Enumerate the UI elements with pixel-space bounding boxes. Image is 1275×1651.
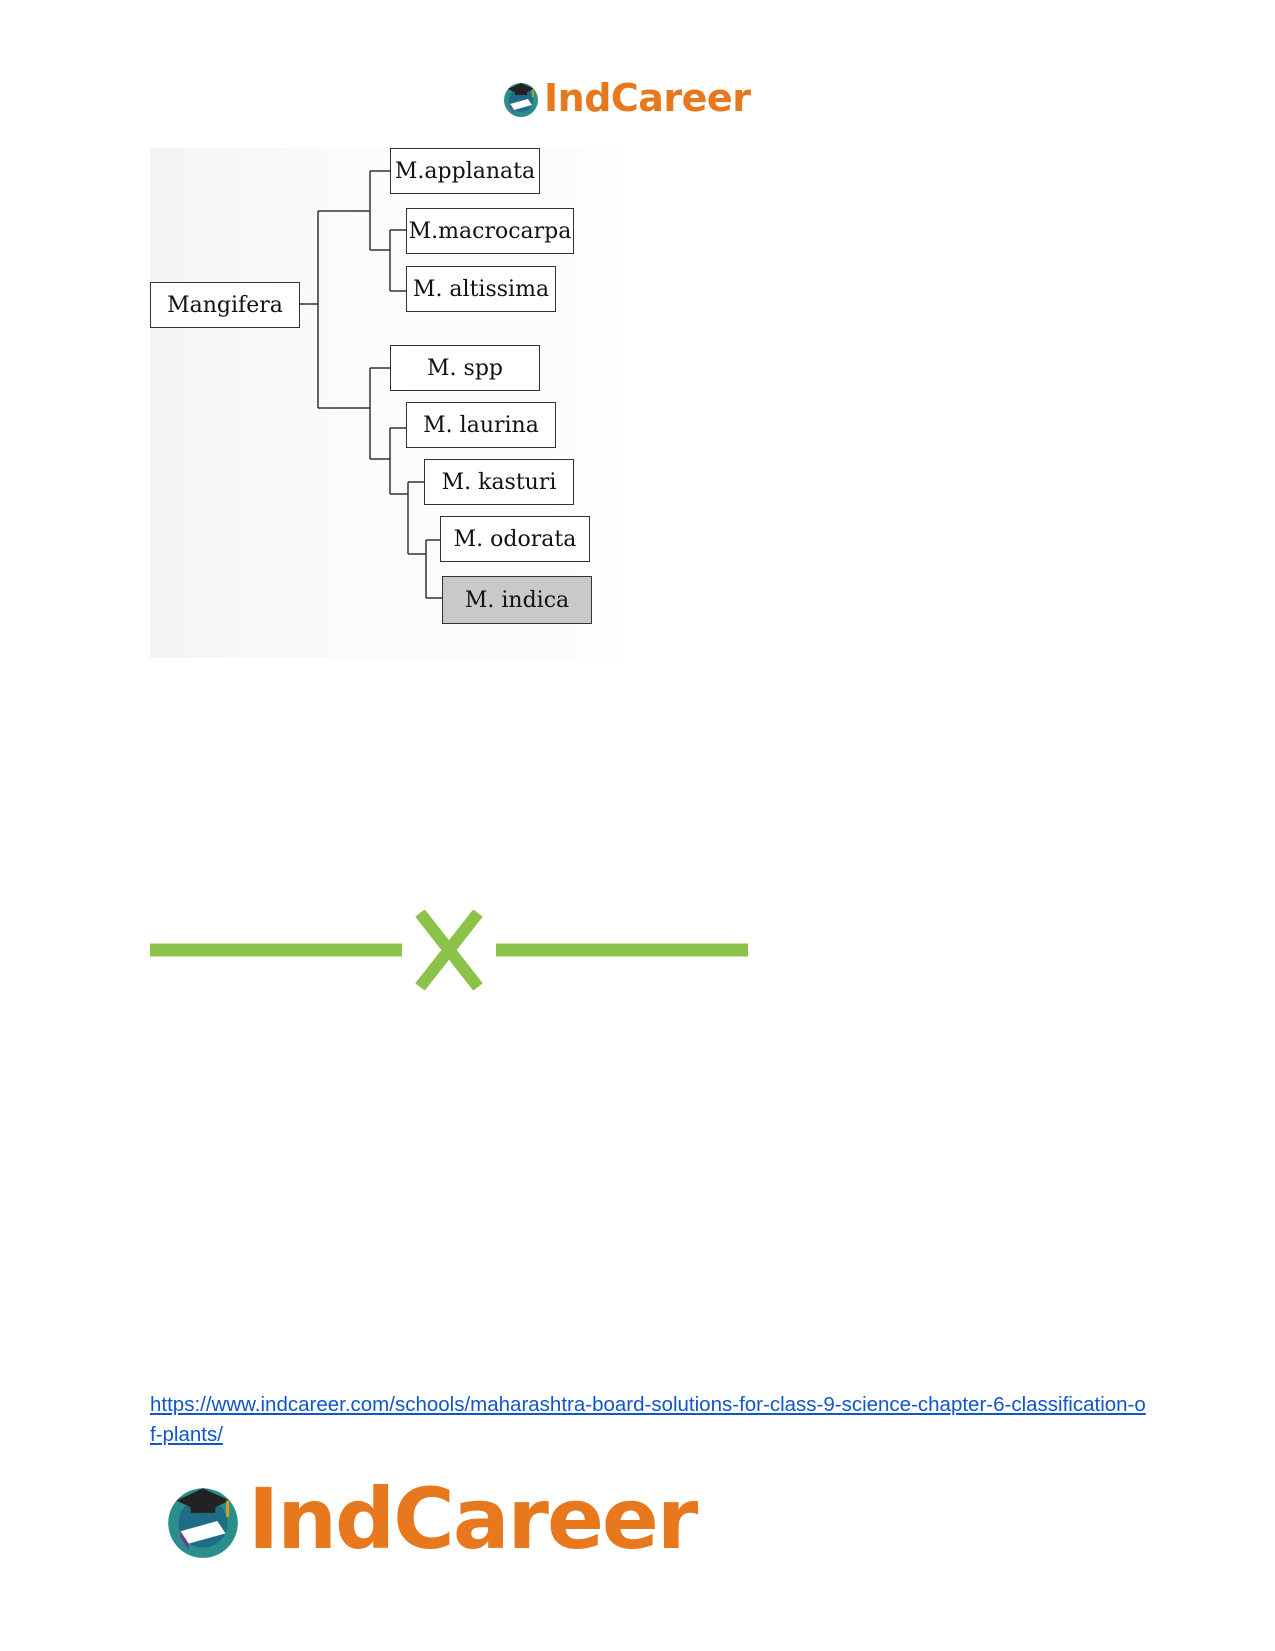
- section-divider: [150, 910, 750, 990]
- cross-icon: [420, 913, 478, 987]
- brand-wordmark: IndCareer: [544, 76, 751, 120]
- brand-logo-top: [500, 76, 750, 120]
- brand-logo-bottom: [160, 1470, 696, 1568]
- node-laurina: M. laurina: [406, 402, 556, 448]
- graduation-cap-globe-icon: [500, 77, 542, 119]
- node-macrocarpa: M.macrocarpa: [406, 208, 574, 254]
- node-root: Mangifera: [150, 282, 300, 328]
- node-altissima: M. altissima: [406, 266, 556, 312]
- node-indica-highlighted: M. indica: [442, 576, 592, 624]
- graduation-cap-globe-icon: [160, 1476, 246, 1562]
- mangifera-tree-diagram: [150, 148, 620, 658]
- brand-wordmark: IndCareer: [248, 1470, 697, 1568]
- node-applanata: M.applanata: [390, 148, 540, 194]
- node-kasturi: M. kasturi: [424, 459, 574, 505]
- node-odorata: M. odorata: [440, 516, 590, 562]
- node-spp: M. spp: [390, 345, 540, 391]
- source-url-link[interactable]: https://www.indcareer.com/schools/maharashtra-board-solutions-for-class-9-science-chapter-6-classification-of-plants/: [150, 1393, 1146, 1446]
